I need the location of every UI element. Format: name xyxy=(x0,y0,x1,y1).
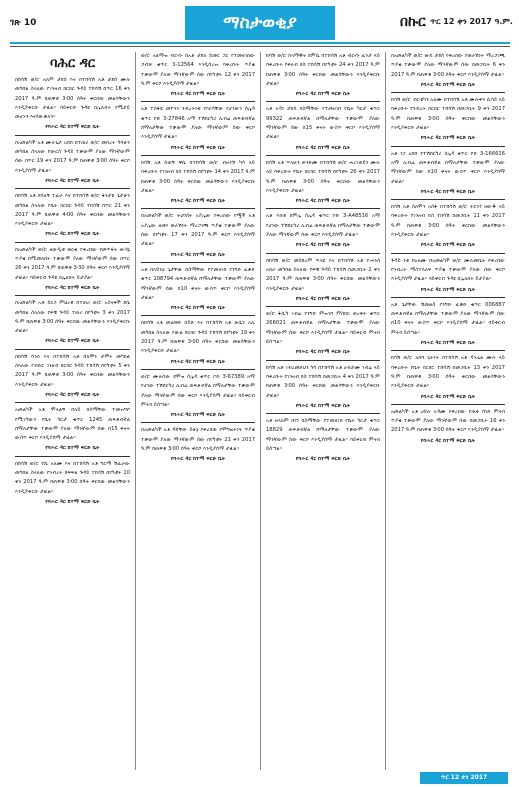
notice-divider xyxy=(141,101,255,102)
notice-text: አቶ ተስፋዬ መኮንን ንብረትነቱ የእርሳቸው የሆነውን ሰሌዳ ቁጥር ኮድ 3-27846 አማ ተሽከርካሪ ሊብሬ ጠፍቶብኛል በማለታቸው ተቃውሞ ያለው ማንኛውም ሰው ቀርቦ እንዲያሰማ ታዟል። xyxy=(141,106,255,141)
notice-divider xyxy=(141,155,255,156)
notice-signature: የባሕር ዳር ከተማ ፍርድ ቤት xyxy=(295,349,351,356)
notice-text: አቶ አዳነ ታደሰ በስማቸው የተመዘገበ የቤት ካርታ ቁጥር 99322 ጠፍቶብኛል በማለታቸው ተቃውሞ ያለው ማንኛውም ሰው በ15 ቀናት ውስጥ ቀርቦ እንዲያሰማ ታዟል። xyxy=(266,106,380,141)
column-3 xyxy=(260,52,385,770)
notice xyxy=(391,257,505,295)
notice-text: ወ/ሮ ፋሲካ ገብሬ የንግድ ምዝገባ ምስክር ወረቀት ቁጥር 266021 ጠፍቶብኛል በማለታቸው ተቃውሞ ያለው ማንኛውም ሰው ቀርቦ እንዲያሰማ ታዟል። ባይቀርብ ምትክ ይሰጣል። xyxy=(266,311,380,346)
notice-text: አመልካች አቶ ሞላልኝ በላይ በስማቸው ተመዝግቦ የሚገኘውን የቤት ካርታ ቁጥር 1245 ጠፍቶብኛል በማለታቸው ተቃውሞ ያለው ማንኛውም ሰው በ15 ቀናት ውስጥ ቀርቦ እንዲያሰማ ታዟል። xyxy=(15,407,130,442)
notice-text: በአመልካች አቶ ይርጋ ምህረቱ በተጠሪ ወ/ሮ አስናቀች ደሴ መካከል ስላለው የፍቺ ጉዳይ ተጠሪ በየካቲት 3 ቀን 2017 ዓ.ም ከጠዋቱ 3፡00 ሰዓት ቀርበው መልሳቸውን እንዲያቀርቡ ታዟል። xyxy=(15,300,130,335)
notice-signature: የባሕር ዳር ከተማ ፍርድ ቤት xyxy=(45,124,100,131)
notice xyxy=(391,52,505,90)
notice-signature: የባሕር ዳር ከተማ ፍርድ ቤት xyxy=(295,402,351,409)
notice-text: በአመልካች ወ/ሮ ውዴ ታደሰ የቀረበው የወራሽነት ማረጋገጫ ጥያቄ ተቃውሞ ያለው ማንኛውም ሰው በመጋቢት 6 ቀን 2017 ዓ.ም ከጠዋቱ 3፡00 ሰዓት ቀርቦ እንዲያሰማ ታዟል። xyxy=(391,53,505,78)
notice xyxy=(15,139,130,186)
notice xyxy=(266,105,380,152)
notice-text: በከሳሽ አቶ መሀመድ ሰይድ እና በተከሳሽ አቶ ሁሴን አሊ መካከል ስላለው የውል ክርክር ጉዳይ ተከሳሽ በየካቲት 19 ቀን 2017 ዓ.ም ከጠዋቱ 3፡00 ሰዓት ቀርበው መልሳቸውን እንዲያቀርቡ ታዟል። xyxy=(141,320,255,355)
issue-date: ጥር 12 ቀን 2017 ዓ.ም. xyxy=(430,17,513,26)
notice-divider xyxy=(266,253,380,254)
header-rule-thin xyxy=(10,46,510,47)
notice-signature: የባሕር ዳር ከተማ ፍርድ ቤት xyxy=(170,305,226,312)
notice-text: ከሳሽ አቶ ገብረመድህን ካሳ በተከሳሽ አቶ ሀብታሙ ገብሬ ላይ ባቀረቡት የገንዘብ ክስ ተከሳሽ በመጋቢት 4 ቀን 2017 ዓ.ም ከጠዋቱ 3፡00 ሰዓት ቀርበው መልሳቸውን እንዲያቀርቡ ታዟል። xyxy=(266,364,380,399)
column-title: ባሕር ዳር xyxy=(49,56,96,71)
notice-signature: የባሕር ዳር ከተማ ፍርድ ቤት xyxy=(420,340,476,347)
notice-divider xyxy=(141,422,255,423)
notice xyxy=(15,460,130,507)
notice-text: በከሳሽ ወ/ሮ አለም ታደሰ እና በተከሳሽ አቶ ታደሰ ሙሉ መካከል ስላለው የገንዘብ ክርክር ጉዳይ ተከሳሽ በጥር 16 ቀን 2017 ዓ.ም ከጠዋቱ 3፡00 ሰዓት ቀርበው መልሳቸውን እንዲያቀርቡ ታዟል። ባይቀርቡ ጉዳዩ በሌሉበት የሚታይ መሆኑን እናሳውቃለን። xyxy=(15,77,130,121)
notice xyxy=(391,354,505,401)
notice-signature: የባሕር ዳር ከተማ ፍርድ ቤት xyxy=(295,456,351,463)
notice xyxy=(141,319,255,366)
notice xyxy=(15,76,130,133)
notice-divider xyxy=(15,188,130,189)
notice xyxy=(266,212,380,250)
notice xyxy=(391,150,505,197)
notice-divider xyxy=(15,135,130,136)
notice-signature: የባሕር ዳር ከተማ ፍርድ ቤት xyxy=(420,188,476,195)
notice-divider xyxy=(15,295,130,296)
notice-signature: የባሕር ዳር ከተማ ፍርድ ቤት xyxy=(45,284,100,291)
page-header xyxy=(0,0,519,58)
notice xyxy=(391,408,505,446)
notice-divider xyxy=(15,456,130,457)
notice-text: ከሳሽ አቶ ሰጠኝ ዋሴ በተከሳሽ ወ/ሮ ብዙነሽ ካሳ ላይ ባቀረቡት የገንዘብ ክስ ተከሳሽ በየካቲት 14 ቀን 2017 ዓ.ም ከጠዋቱ 3፡00 ሰዓት ቀርበው መልሳቸውን እንዲያቀርቡ ታዟል። xyxy=(141,159,255,194)
notice-divider xyxy=(391,297,505,298)
notice xyxy=(266,417,380,464)
notice xyxy=(266,257,380,304)
page-number: ገጽ 10 xyxy=(10,18,37,28)
notice-divider xyxy=(266,155,380,156)
notice-signature: የባሕር ዳር ከተማ ፍርድ ቤት xyxy=(170,412,226,419)
notice-text: በከሳሽ ወ/ሮ የሺ አለሙ እና በተከሳሽ አቶ ግርማ ሽፈራው መካከል ስላለው የንብረት ክፍፍል ጉዳይ ተከሳሽ በየካቲት 10 ቀን 2017 ዓ.ም ከጠዋቱ 3፡00 ሰዓት ቀርበው መልሳቸውን እንዲያቀርቡ ታዟል። xyxy=(15,460,130,495)
notice-text: አቶ ጌታቸው ሽመልስ የንግድ ፈቃድ ቁጥር 006887 ጠፍቶብኛል በማለታቸው ተቃውሞ ያለው ማንኛውም ሰው በ10 ቀናት ውስጥ ቀርቦ እንዲያሰማ ታዟል። ባይቀርብ ምትክ ይሰጣል። xyxy=(391,301,505,336)
column-4 xyxy=(385,52,510,770)
notice-signature: የባሕር ዳር ከተማ ፍርድ ቤት xyxy=(45,177,100,184)
notice-text: ጉዳይ ነቱ በአለሙ በአመልካች ወ/ሮ ሙሉመቤት የቀረበው የንብረት ማስተላለፍ ጥያቄ ተቃውሞ ያለው ሰው ቀርቦ እንዲያሰማ ታዟል። ባይቀርብ ጉዳዩ በሌለበት ይታያል። xyxy=(391,257,505,283)
notice-text: በአመልካች አቶ ዳኛቸው ይሁኔ የቀረበው የሞግዚትነት ጥያቄ ተቃውሞ ያለው ማንኛውም ሰው በየካቲት 21 ቀን 2017 ዓ.ም ከጠዋቱ 3፡00 ሰዓት ቀርቦ እንዲያሰማ ታዟል። xyxy=(141,427,255,452)
notice xyxy=(141,426,255,464)
notice xyxy=(15,192,130,239)
notice-signature: የባሕር ዳር ከተማ ፍርድ ቤት xyxy=(420,437,476,444)
notice-text: በአመልካች ወ/ሮ ዘውዲቱ ወርቁ የቀረበው የመጥፋት ውሳኔ ጥያቄ በሚመለከት ተቃውሞ ያለው ማንኛውም ሰው በጥር 26 ቀን 2017 ዓ.ም ከጠዋቱ 3፡30 ሰዓት ቀርቦ እንዲያሰማ ታዟል። ባይቀርብ ጉዳዩ በሌለበት ይታያል። xyxy=(15,246,130,281)
notice-text: ከሳሽ ወ/ሮ ብርቱካን አለሙ በተከሳሽ አቶ ሙሉቀን ሲሳይ ላይ ባቀረቡት የንብረት ክርክር ተከሳሽ በመጋቢት 9 ቀን 2017 ዓ.ም ከጠዋቱ 3፡00 ሰዓት ቀርበው መልሳቸውን እንዲያቀርቡ ታዟል። xyxy=(391,97,505,132)
notice xyxy=(141,266,255,313)
notice-columns xyxy=(10,52,510,770)
notice-text: በአመልካች ወ/ሮ ትዕግስት አያሌው የቀረበው የሟች አቶ አያሌው ዘመነ ወራሽነት ማረጋገጫ ጥያቄ ተቃውሞ ያለው ሰው በየካቲት 17 ቀን 2017 ዓ.ም ቀርቦ እንዲያሰማ ታዟል። xyxy=(141,213,255,248)
notice-signature: የባሕር ዳር ከተማ ፍርድ ቤት xyxy=(420,393,476,400)
notice-signature: የባሕር ዳር ከተማ ፍርድ ቤት xyxy=(295,295,351,302)
notice xyxy=(141,373,255,420)
footer-date-tag: ጥር 12 ቀን 2017 xyxy=(420,772,508,784)
notice-text: ከሳሽ ወ/ሮ አበባ ጌትነት በተከሳሽ አቶ ዳንኤል ሙሉ ላይ ባቀረቡት የቤት ክርክር ተከሳሽ በመጋቢት 13 ቀን 2017 ዓ.ም ከጠዋቱ 3፡00 ሰዓት ቀርበው መልሳቸውን እንዲያቀርቡ ታዟል። xyxy=(391,355,505,390)
notice-text: አመልካች አቶ ሀይሉ አዳሙ የቀረበው የጠፋ ሰነድ ምትክ ጥያቄ ተቃውሞ ያለው ማንኛውም ሰው በመጋቢት 16 ቀን 2017 ዓ.ም ከጠዋቱ 3፡00 ሰዓት ቀርቦ እንዲያሰማ ታዟል። xyxy=(391,408,505,434)
notice-text: ወ/ሮ አልማዝ ብርሃኑ ከአቶ ታደለ ይመር ጋር የተመዘገበው ጋብቻ ቁጥር 3-12564 እንዲሰረዝ ባቀረቡት ጥያቄ ተቃውሞ ያለው ማንኛውም ሰው በየካቲት 12 ቀን 2017 ዓ.ም ቀርቦ እንዲያሰማ ታዟል። xyxy=(141,53,255,87)
notice-divider xyxy=(266,360,380,361)
notice-text: ከሳሽ ወ/ሮ ሰላማዊት ደምሴ በተከሳሽ አቶ ብርሃኑ ፈንታ ላይ ባቀረቡት የቀለብ ክስ ተከሳሽ በየካቲት 24 ቀን 2017 ዓ.ም ከጠዋቱ 3፡00 ሰዓት ቀርበው መልሳቸውን እንዲያቀርቡ ታዟል። xyxy=(266,53,380,87)
notice-divider xyxy=(266,208,380,209)
header-rule xyxy=(10,42,510,44)
notice-divider xyxy=(266,413,380,414)
notice-divider xyxy=(391,253,505,254)
notice-text: በከሳሽ ባንክ እና በተከሳሽ አቶ ሰለሞን ታምሩ መካከል ስላለው የብድር ገንዘብ ክርክር ጉዳይ ተከሳሽ በየካቲት 5 ቀን 2017 ዓ.ም ከጠዋቱ 3፡00 ሰዓት ቀርበው መልሳቸውን እንዲያቀርቡ ታዟል። xyxy=(15,353,130,388)
notice-divider xyxy=(15,242,130,243)
notice xyxy=(391,301,505,348)
notice xyxy=(266,364,380,411)
notice-divider xyxy=(141,208,255,209)
notice xyxy=(266,159,380,206)
notice-text: በከሳሽ ወ/ሮ መስከረም ጥላዬ እና በተከሳሽ አቶ ዮሐንስ አበራ መካከል ስላለው የፍቺ ጉዳይ ተከሳሽ በመጋቢት 2 ቀን 2017 ዓ.ም ከጠዋቱ 3፡00 ሰዓት ቀርበው መልሳቸውን እንዲያቀርቡ ታዟል። xyxy=(266,257,380,292)
notice-text: አቶ እሸቱ ደምሌ ሰሌዳ ቁጥር ኮድ 3-A48516 አማ የሆነው ተሽከርካሪ ሊብሬ ጠፍቶብኛል በማለታቸው ተቃውሞ ያለው ማንኛውም ሰው ቀርቦ እንዲያሰማ ታዟል። xyxy=(266,213,380,239)
notice-text: ወ/ሮ ሙሉሰው ደሞዝ ሰሌዳ ቁጥር ኮድ 3-67389 አማ የሆነው ተሽከርካሪ ሊብሬ ጠፍቶብኛል በማለታቸው ተቃውሞ ያለው ማንኛውም ሰው ቀርቦ እንዲያሰማ ታዟል። ባይቀርብ ምትክ ይሰጣል። xyxy=(141,373,255,408)
notice xyxy=(141,159,255,206)
notice-text: አቶ ነጋ አበበ የተሽከርካሪ ሰሌዳ ቁጥር ኮድ 3-166616 አማ ሊብሬ ጠፍቶብኛል በማለታቸው ተቃውሞ ያለው ማንኛውም ሰው በ10 ቀናት ውስጥ ቀርቦ እንዲያሰማ ታዟል። xyxy=(391,150,505,185)
notice-signature: የባሕር ዳር ከተማ ፍርድ ቤት xyxy=(295,198,351,205)
notice xyxy=(266,52,380,99)
notice-signature: የባሕር ዳር ከተማ ፍርድ ቤት xyxy=(170,251,226,258)
notice-divider xyxy=(15,402,130,403)
notice-signature: የባሕር ዳር ከተማ ፍርድ ቤት xyxy=(45,391,100,398)
notice-text: ከሳሽ አቶ ሰለሞን አሰፋ በተከሳሽ ወ/ሮ ትርንጎ ዘውዱ ላይ ባቀረቡት የገንዘብ ክስ ተከሳሽ በመጋቢት 11 ቀን 2017 ዓ.ም ከጠዋቱ 3፡00 ሰዓት ቀርበው መልሳቸውን እንዲያቀርቡ ታዟል። xyxy=(391,204,505,239)
notice-divider xyxy=(391,92,505,93)
notice-divider xyxy=(391,404,505,405)
notice-text: በአመልካች አቶ ሙሉጌታ አበበ በተጠሪ ወ/ሮ መሰረት ካሳሁን መካከል ስላለው የውርስ ጉዳይ ተቃውሞ ያለው ማንኛውም ሰው በጥር 19 ቀን 2017 ዓ.ም ከጠዋቱ 3፡00 ሰዓት ቀርቦ እንዲያሰማ ታዟል። xyxy=(15,139,130,174)
notice-signature: የባሕር ዳር ከተማ ፍርድ ቤት xyxy=(170,358,226,365)
notice xyxy=(15,406,130,453)
notice-text: በከሳሽ አቶ ደሳለኝ ተፈራ እና በተከሳሽ ወ/ሮ ፋንታዬ ጌታሁን መካከል ስላለው የቤት ክርክር ጉዳይ ተከሳሽ በጥር 21 ቀን 2017 ዓ.ም ከጠዋቱ 4፡00 ሰዓት ቀርበው መልሳቸውን እንዲያቀርቡ ታዟል። xyxy=(15,193,130,228)
notice xyxy=(15,246,130,293)
notice-divider xyxy=(266,306,380,307)
notice-divider xyxy=(141,369,255,370)
notice-signature: የባሕር ዳር ከተማ ፍርድ ቤት xyxy=(45,231,100,238)
notice xyxy=(141,212,255,259)
notice-signature: የባሕር ዳር ከተማ ፍርድ ቤት xyxy=(295,91,351,98)
newspaper-name: በኩር xyxy=(400,14,426,30)
notice xyxy=(266,310,380,357)
notice-text: አቶ በላይነህ ጌታቸው በስማቸው የተመዘገበ የንግድ ፈቃድ ቁጥር 108794 ጠፍቶብኛል በማለታቸው ተቃውሞ ያለው ማንኛውም ሰው በ10 ቀናት ውስጥ ቀርቦ እንዲያሰማ ታዟል። xyxy=(141,266,255,301)
notice-signature: የባሕር ዳር ከተማ ፍርድ ቤት xyxy=(420,242,476,249)
notice-signature: የባሕር ዳር ከተማ ፍርድ ቤት xyxy=(420,135,476,142)
notice-signature: የባሕር ዳር ከተማ ፍርድ ቤት xyxy=(295,144,351,151)
notice-divider xyxy=(141,315,255,316)
notice-divider xyxy=(141,262,255,263)
notice-signature: የባሕር ዳር ከተማ ፍርድ ቤት xyxy=(45,338,100,345)
notice xyxy=(15,299,130,346)
notice xyxy=(391,203,505,250)
notice-signature: የባሕር ዳር ከተማ ፍርድ ቤት xyxy=(170,91,226,98)
notice-signature: የባሕር ዳር ከተማ ፍርድ ቤት xyxy=(170,456,226,463)
notice-signature: የባሕር ዳር ከተማ ፍርድ ቤት xyxy=(170,198,226,205)
section-banner: ማስታወቂያ xyxy=(185,6,335,40)
notice-signature: የባሕር ዳር ከተማ ፍርድ ቤት xyxy=(295,242,351,249)
notice-divider xyxy=(391,146,505,147)
notice-divider xyxy=(391,350,505,351)
column-2 xyxy=(135,52,260,770)
notice xyxy=(391,96,505,143)
notice xyxy=(141,52,255,99)
notice-divider xyxy=(15,349,130,350)
notice-divider xyxy=(391,199,505,200)
notice-signature: የባሕር ዳር ከተማ ፍርድ ቤት xyxy=(170,144,226,151)
notice-signature: የባሕር ዳር ከተማ ፍርድ ቤት xyxy=(420,286,476,293)
notice-divider xyxy=(266,101,380,102)
notice xyxy=(141,105,255,152)
column-1 xyxy=(10,52,135,770)
notice-text: አቶ ዘላለም በየነ በስማቸው የተመዘገበ የቤት ካርታ ቁጥር 18829 ጠፍቶብኛል በማለታቸው ተቃውሞ ያለው ማንኛውም ሰው ቀርቦ እንዲያሰማ ታዟል። ባይቀርብ ምትክ ይሰጣል። xyxy=(266,418,380,452)
notice-text: ከሳሽ አቶ ጥላሁን ወንድሙ በተከሳሽ ወ/ሮ ሐረገወይን ሙሉ ላይ ባቀረቡት የቤት ክርክር ተከሳሽ በየካቲት 26 ቀን 2017 ዓ.ም ከጠዋቱ 3፡00 ሰዓት ቀርበው መልሳቸውን እንዲያቀርቡ ታዟል። xyxy=(266,159,380,194)
notice-signature: የባሕር ዳር ከተማ ፍርድ ቤት xyxy=(420,81,476,88)
notice xyxy=(15,353,130,400)
notice-signature: የባሕር ዳር ከተማ ፍርድ ቤት xyxy=(45,498,100,505)
notice-signature: የባሕር ዳር ከተማ ፍርድ ቤት xyxy=(45,445,100,452)
